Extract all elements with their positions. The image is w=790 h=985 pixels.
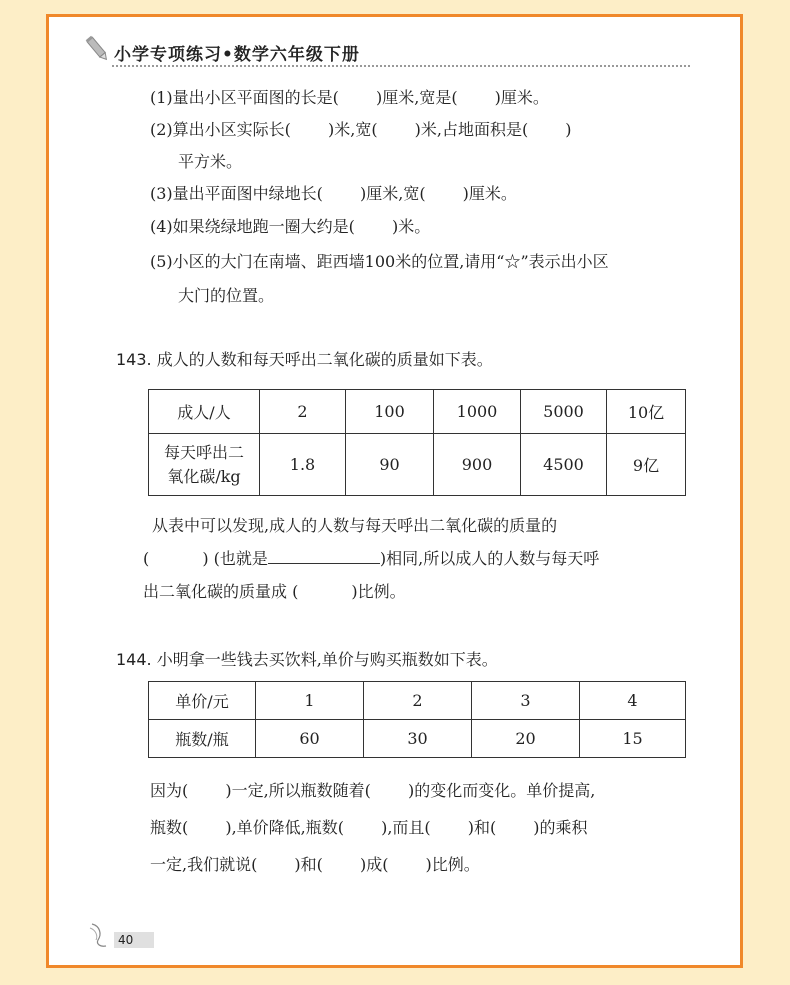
question-item-5-cont: 大门的位置。 <box>178 286 275 305</box>
table-cell: 10亿 <box>607 390 686 434</box>
table-row <box>149 682 686 720</box>
table-144 <box>148 681 686 758</box>
question-item-1: (1)量出小区平面图的长是( )厘米,宽是( )厘米。 <box>150 88 549 107</box>
table-header-cell <box>149 434 260 496</box>
page-number: 40 <box>114 932 154 948</box>
table-cell: 15 <box>580 720 686 758</box>
fill-blank-text: ( ) (也就是 <box>143 549 268 568</box>
table-cell: 60 <box>256 720 364 758</box>
table-cell: 9亿 <box>607 434 686 496</box>
table-row <box>149 390 686 434</box>
table-143 <box>148 389 686 496</box>
table-cell: 5000 <box>521 390 607 434</box>
question-144-number: 144. <box>116 650 152 669</box>
table-row <box>149 720 686 758</box>
table-cell: 4500 <box>521 434 607 496</box>
table-header-cell: 成人/人 <box>149 390 260 434</box>
table-cell: 20 <box>472 720 580 758</box>
question-item-2-cont: 平方米。 <box>178 152 243 171</box>
table-cell: 2 <box>364 682 472 720</box>
swirl-icon <box>88 920 112 948</box>
book-title: 小学专项练习•数学六年级下册 <box>114 45 360 65</box>
table-header-line: 氧化碳/kg <box>167 466 241 486</box>
question-144-title <box>116 647 498 670</box>
question-item-4: (4)如果绕绿地跑一圈大约是( )米。 <box>150 217 431 236</box>
answer-blank <box>268 549 380 564</box>
table-cell: 100 <box>346 390 434 434</box>
question-143-text-1: 从表中可以发现,成人的人数与每天呼出二氧化碳的质量的 <box>152 516 558 535</box>
table-cell: 3 <box>472 682 580 720</box>
header-divider <box>112 65 690 67</box>
table-cell: 900 <box>434 434 521 496</box>
pencil-icon <box>84 34 110 64</box>
table-cell: 30 <box>364 720 472 758</box>
question-143-text-2 <box>143 546 599 569</box>
table-row <box>149 434 686 496</box>
table-header-line: 每天呼出二 <box>163 442 244 462</box>
table-cell: 1 <box>256 682 364 720</box>
table-cell: 90 <box>346 434 434 496</box>
question-143-text: 成人的人数和每天呼出二氧化碳的质量如下表。 <box>156 350 493 369</box>
page-header <box>84 34 690 68</box>
fill-blank-text: )相同,所以成人的人数与每天呼 <box>379 549 600 568</box>
table-cell: 4 <box>580 682 686 720</box>
question-143-text-3: 出二氧化碳的质量成 ( )比例。 <box>143 582 406 601</box>
question-item-5: (5)小区的大门在南墙、距西墙100米的位置,请用“☆”表示出小区 <box>150 252 609 271</box>
question-item-3: (3)量出平面图中绿地长( )厘米,宽( )厘米。 <box>150 184 517 203</box>
question-144-text: 小明拿一些钱去买饮料,单价与购买瓶数如下表。 <box>156 650 498 669</box>
question-143-title <box>116 347 493 370</box>
question-item-2: (2)算出小区实际长( )米,宽( )米,占地面积是( ) <box>150 120 572 139</box>
table-cell: 1000 <box>434 390 521 434</box>
table-header-cell: 单价/元 <box>149 682 256 720</box>
table-header-cell: 瓶数/瓶 <box>149 720 256 758</box>
table-cell: 1.8 <box>260 434 346 496</box>
question-144-text-1: 因为( )一定,所以瓶数随着( )的变化而变化。单价提高, <box>150 781 596 800</box>
question-143-number: 143. <box>116 350 152 369</box>
table-cell: 2 <box>260 390 346 434</box>
question-144-text-3: 一定,我们就说( )和( )成( )比例。 <box>150 855 480 874</box>
question-144-text-2: 瓶数( ),单价降低,瓶数( ),而且( )和( )的乘积 <box>150 818 588 837</box>
